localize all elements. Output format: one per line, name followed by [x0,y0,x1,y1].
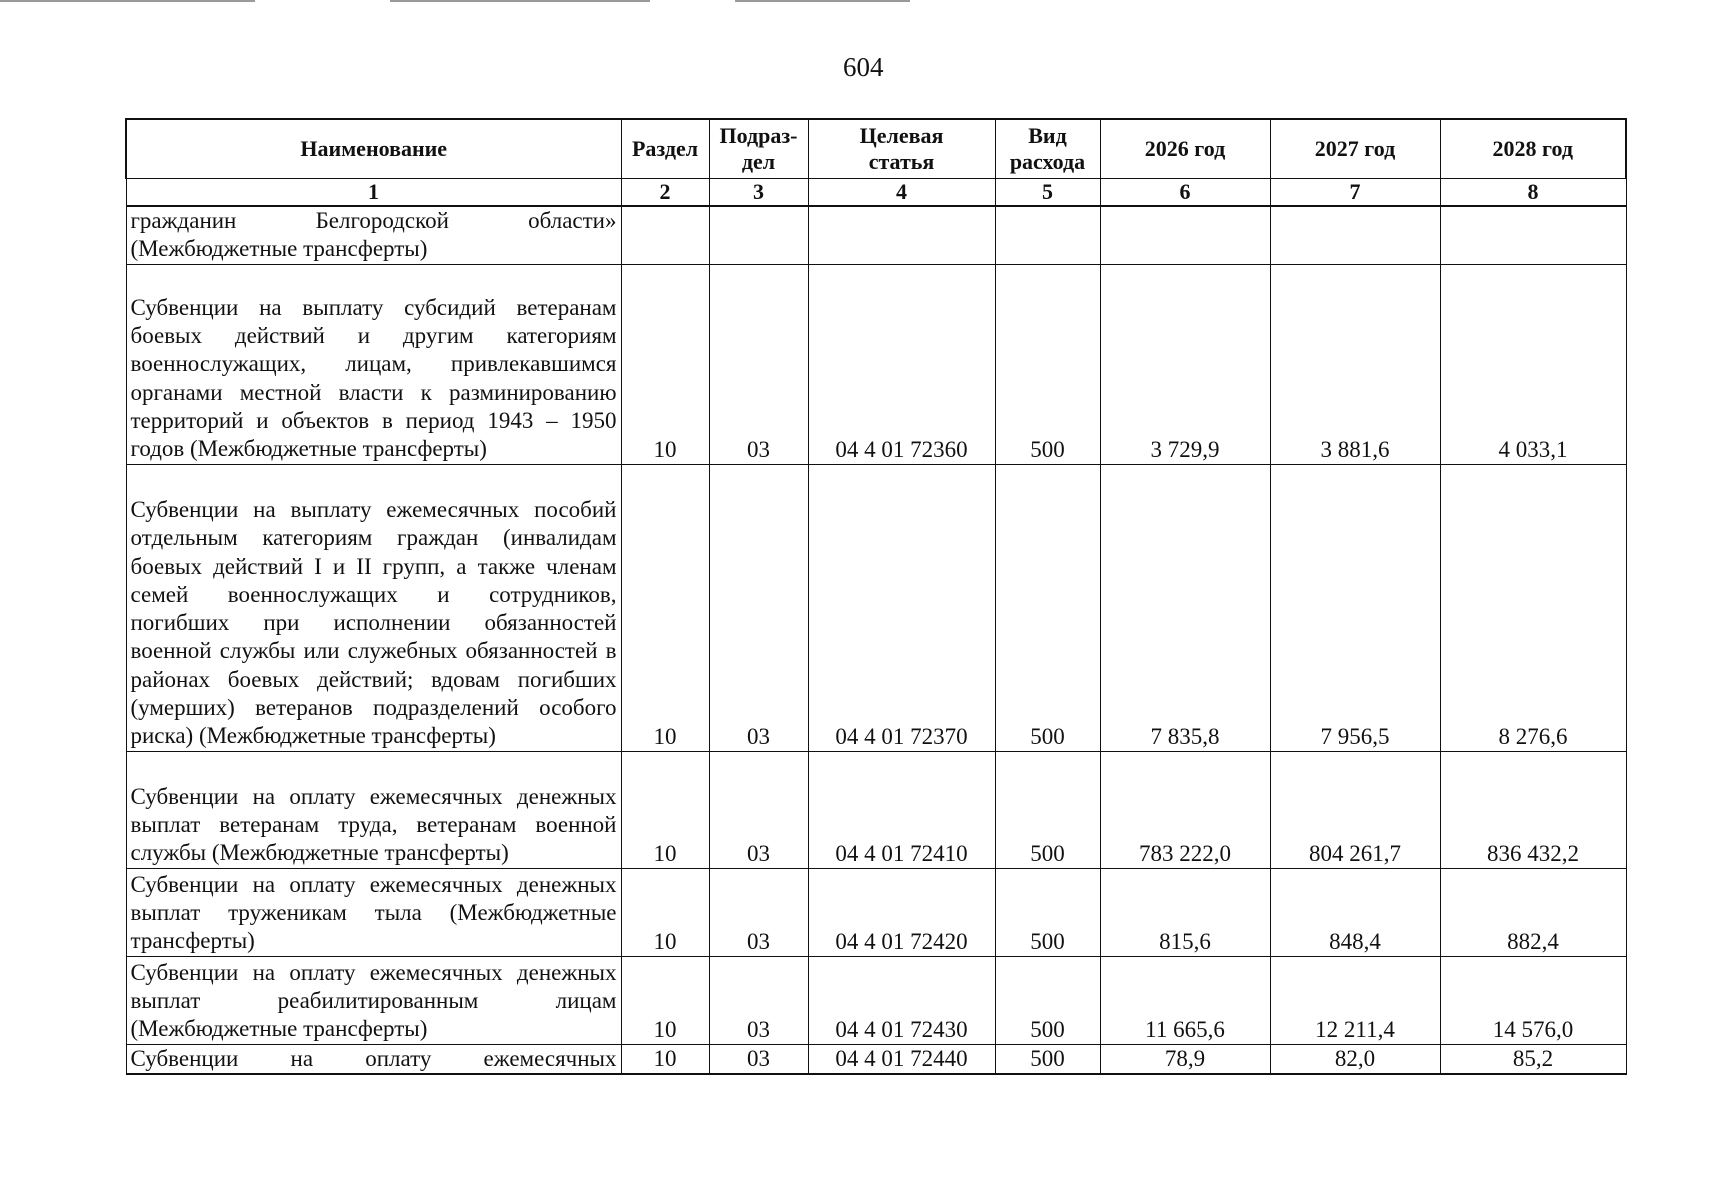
row-podrazdel: 03 [709,464,808,751]
row-name: Субвенции на выплату субсидий ветеранам боевых действий и другим категориям военнослужащих, лицам, привлекавшимся органами местной власти к разминированию территорий и объектов в период 1943 – 1950 годов (Межбюджетные трансферты) [126,264,621,464]
row-2028: 85,2 [1440,1044,1626,1074]
header-2028: 2028 год [1440,119,1626,179]
row-podrazdel: 03 [709,956,808,1044]
row-2028: 4 033,1 [1440,264,1626,464]
row-vid: 500 [995,751,1100,868]
table-row [126,751,1626,868]
row-statya: 04 4 01 72430 [808,956,995,1044]
row-name: Субвенции на оплату ежемесячных [126,1044,621,1074]
column-number: 2 [621,179,709,207]
row-podrazdel: 03 [709,751,808,868]
header-podrazdel-line1: Подраз- [719,123,798,148]
column-number: 1 [126,179,621,207]
row-statya: 04 4 01 72420 [808,868,995,956]
row-razdel: 10 [621,751,709,868]
column-number: 8 [1440,179,1626,207]
page-number-text: 604 [843,52,884,82]
row-razdel: 10 [621,464,709,751]
row-2028: 8 276,6 [1440,464,1626,751]
row-razdel: 10 [621,1044,709,1074]
header-statya-line2: статья [868,149,935,174]
row-name: Субвенции на оплату ежемесячных денежных выплат труженикам тыла (Межбюджетные трансферты) [126,868,621,956]
row-2026: 78,9 [1100,1044,1270,1074]
table-row [126,264,1626,464]
row-2027: 7 956,5 [1270,464,1440,751]
row-2027: 12 211,4 [1270,956,1440,1044]
row-statya: 04 4 01 72360 [808,264,995,464]
row-2026: 815,6 [1100,868,1270,956]
row-razdel: 10 [621,264,709,464]
row-2028: 14 576,0 [1440,956,1626,1044]
header-2026: 2026 год [1100,119,1270,179]
row-statya: 04 4 01 72440 [808,1044,995,1074]
scan-line [735,0,910,2]
row-2027 [1270,206,1440,264]
header-statya [808,119,995,179]
row-vid: 500 [995,1044,1100,1074]
table-header-row [126,119,1626,179]
row-2028 [1440,206,1626,264]
row-razdel: 10 [621,868,709,956]
header-statya-line1: Целевая [859,123,944,148]
row-name: Субвенции на оплату ежемесячных денежных выплат ветеранам труда, ветеранам военной службы (Межбюджетные трансферты) [126,751,621,868]
column-number: 5 [995,179,1100,207]
header-razdel: Раздел [621,119,709,179]
column-number-row [126,179,1626,207]
header-vid-line1: Вид [1028,123,1067,148]
row-name: Субвенции на оплату ежемесячных денежных выплат реабилитированным лицам (Межбюджетные трансферты) [126,956,621,1044]
row-razdel [621,206,709,264]
header-2027: 2027 год [1270,119,1440,179]
row-name: Субвенции на выплату ежемесячных пособий отдельным категориям граждан (инвалидам боевых действий I и II групп, а также членам семей военнослужащих и сотрудников, погибших при исполнении обязанностей военной службы или служебных обязанностей в районах боевых действий; вдовам погибших (умерших) ветеранов подразделений особого риска) (Межбюджетные трансферты) [126,464,621,751]
header-podrazdel-line2: дел [741,149,776,174]
row-2027: 82,0 [1270,1044,1440,1074]
row-2026: 7 835,8 [1100,464,1270,751]
header-name: Наименование [126,119,621,179]
row-2026: 783 222,0 [1100,751,1270,868]
row-statya: 04 4 01 72370 [808,464,995,751]
row-2027: 3 881,6 [1270,264,1440,464]
row-vid: 500 [995,956,1100,1044]
row-2028: 882,4 [1440,868,1626,956]
row-2027: 848,4 [1270,868,1440,956]
row-statya: 04 4 01 72410 [808,751,995,868]
row-razdel: 10 [621,956,709,1044]
row-vid: 500 [995,464,1100,751]
row-2026: 11 665,6 [1100,956,1270,1044]
table-row [126,956,1626,1044]
header-vid [995,119,1100,179]
header-podrazdel [709,119,808,179]
column-number: 6 [1100,179,1270,207]
scan-line [0,0,255,2]
table-row [126,464,1626,751]
scan-line [390,0,650,2]
table-row [126,1044,1626,1074]
row-2026: 3 729,9 [1100,264,1270,464]
column-number: 7 [1270,179,1440,207]
row-2026 [1100,206,1270,264]
row-vid [995,206,1100,264]
row-name: гражданин Белгородской области» (Межбюджетные трансферты) [126,206,621,264]
row-podrazdel: 03 [709,1044,808,1074]
table-row [126,868,1626,956]
row-podrazdel: 03 [709,264,808,464]
header-vid-line2: расхода [1009,149,1086,174]
row-statya [808,206,995,264]
row-2027: 804 261,7 [1270,751,1440,868]
budget-table [125,118,1627,1075]
row-vid: 500 [995,264,1100,464]
row-podrazdel: 03 [709,868,808,956]
table-row [126,206,1626,264]
row-podrazdel [709,206,808,264]
row-2028: 836 432,2 [1440,751,1626,868]
column-number: 3 [709,179,808,207]
column-number: 4 [808,179,995,207]
row-vid: 500 [995,868,1100,956]
